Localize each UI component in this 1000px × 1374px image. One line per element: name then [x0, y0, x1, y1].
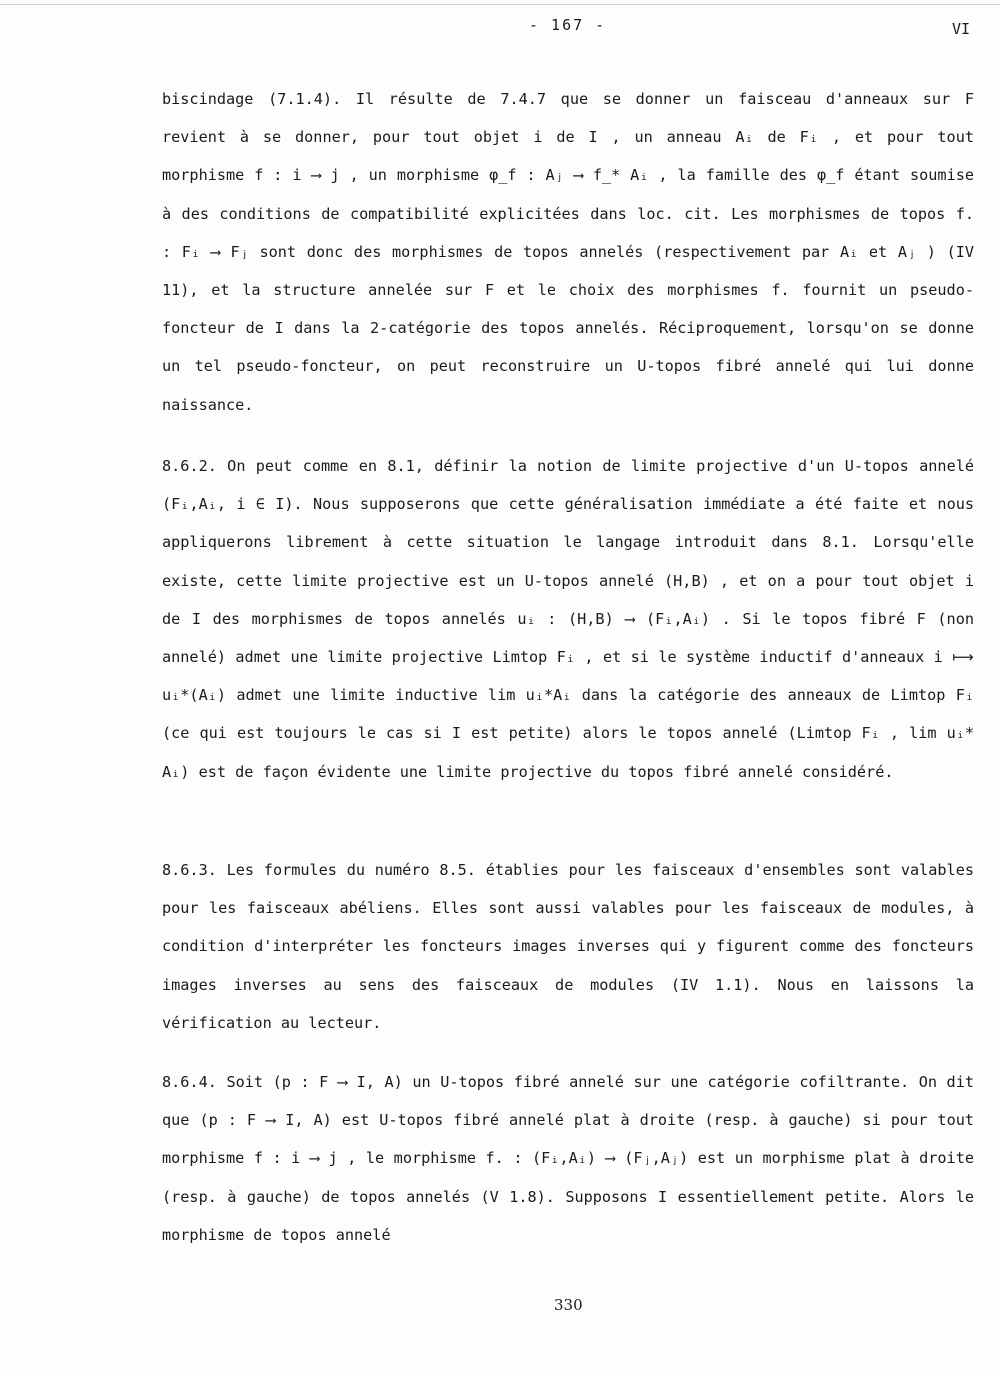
paragraph-8-6-4: 8.6.4. Soit (p : F ⟶ I, A) un U-topos fibré annelé sur une catégorie cofiltrante. On dit que (p : F ⟶ I, A) est U-topos fibré annelé plat à droite (resp. à gauche) si pour tout morphisme f : i ⟶ j , le morphisme f. : (Fᵢ,Aᵢ) ⟶ (Fⱼ,Aⱼ) est un morphisme plat à droite (resp. à gauche) de topos annelés (V 1.8). Supposons I essentiellement petite. Alors le morphisme de topos annelé [162, 1073, 974, 1244]
paragraph-8-6-2: 8.6.2. On peut comme en 8.1, définir la notion de limite projective d'un U-topos annelé (Fᵢ,Aᵢ, i ∈ I). Nous supposerons que cette généralisation immédiate a été faite et nous appliquerons librement à cette situation le langage introduit dans 8.1. Lorsqu'elle existe, cette limite projective est un U-topos annelé (H,B) , et on a pour tout objet i de I des morphismes de topos annelés uᵢ : (H,B) ⟶ (Fᵢ,Aᵢ) . Si le topos fibré F (non annelé) admet une limite projective Limtop Fᵢ , et si le système inductif d'anneaux i ⟼ uᵢ*(Aᵢ) admet une limite inductive lim uᵢ*Aᵢ dans la catégorie des anneaux de Limtop Fᵢ (ce qui est toujours le cas si I est petite) alors le topos annelé (Limtop Fᵢ , lim uᵢ* Aᵢ) est de façon évidente une limite projective du topos fibré annelé considéré. [162, 457, 974, 781]
top-page-number: - 167 - [529, 16, 607, 34]
chapter-number: VI [952, 20, 971, 38]
paragraph-continuation: biscindage (7.1.4). Il résulte de 7.4.7 que se donner un faisceau d'anneaux sur F revient à se donner, pour tout objet i de I , un anneau Aᵢ de Fᵢ , et pour tout morphisme f : i ⟶ j , un morphisme φ_f : Aⱼ ⟶ f_* Aᵢ , la famille des φ_f étant soumise à des conditions de compatibilité explicitées dans loc. cit. Les morphismes de topos f. : Fᵢ ⟶ Fⱼ sont donc des morphismes de topos annelés (respectivement par Aᵢ et Aⱼ ) (IV 11), et la structure annelée sur F et le choix des morphismes f. fournit un pseudo-foncteur de I dans la 2-catégorie des topos annelés. Réciproquement, lorsqu'on se donne un tel pseudo-foncteur, on peut reconstruire un U-topos fibré annelé qui lui donne naissance. [162, 90, 974, 414]
page-top-edge [0, 4, 1000, 5]
paragraph-8-6-3: 8.6.3. Les formules du numéro 8.5. établies pour les faisceaux d'ensembles sont valables pour les faisceaux abéliens. Elles sont aussi valables pour les faisceaux de modules, à condition d'interpréter les foncteurs images inverses qui y figurent comme des foncteurs images inverses au sens des faisceaux de modules (IV 1.1). Nous en laissons la vérification au lecteur. [162, 861, 974, 1032]
bottom-page-number: 330 [554, 1296, 583, 1314]
